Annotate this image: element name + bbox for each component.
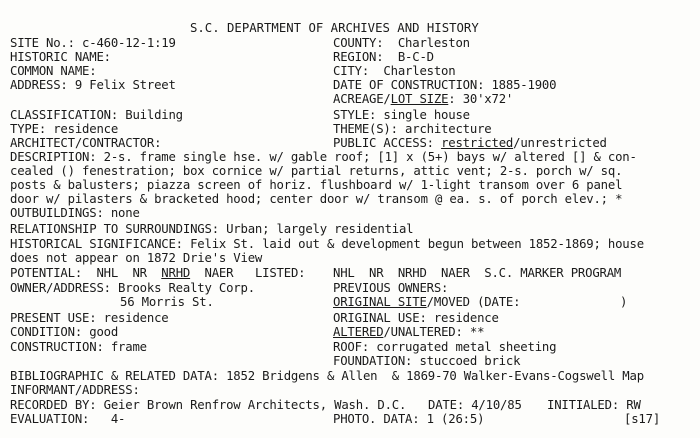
public-access-unrestricted: /unrestricted xyxy=(513,136,607,150)
county: COUNTY: Charleston xyxy=(333,36,470,50)
region: REGION: B-C-D xyxy=(333,50,434,64)
date-of-construction: DATE OF CONSTRUCTION: 1885-1900 xyxy=(333,78,557,92)
themes: THEME(S): architecture xyxy=(333,122,492,136)
potential-nrhd: NRHD xyxy=(161,266,191,280)
address: ADDRESS: 9 Felix Street xyxy=(10,78,176,92)
potential-rest: NAER LISTED: xyxy=(190,266,306,280)
lot-size-value: : 30'x72' xyxy=(448,92,514,106)
potential-label: POTENTIAL: NHL NR xyxy=(10,266,162,280)
informant-address: INFORMANT/ADDRESS: xyxy=(10,383,140,397)
description-line: DESCRIPTION: 2-s. frame single hse. w/ gable roof; [1] x (5+) bays w/ altered [] & con- xyxy=(10,150,637,164)
relationship-to-surroundings: RELATIONSHIP TO SURROUNDINGS: Urban; largely residential xyxy=(10,222,414,236)
original-site xyxy=(333,295,520,309)
present-use: PRESENT USE: residence xyxy=(10,311,169,325)
roof: ROOF: corrugated metal sheeting xyxy=(333,340,557,354)
previous-owners: PREVIOUS OWNERS: xyxy=(333,281,449,295)
header-title: S.C. DEPARTMENT OF ARCHIVES AND HISTORY xyxy=(190,21,479,35)
description-line: posts & balusters; piazza screen of horiz. flushboard w/ 1-light transom over 6 panel xyxy=(10,178,623,192)
listed-options: NHL NR NRHD NAER S.C. MARKER PROGRAM xyxy=(333,266,622,280)
acreage-lot-size xyxy=(333,92,513,106)
potential xyxy=(10,266,305,280)
owner-address: OWNER/ADDRESS: Brooks Realty Corp. xyxy=(10,281,255,295)
altered-label: ALTERED xyxy=(333,325,384,339)
moved-date-close: ) xyxy=(620,295,628,309)
construction: CONSTRUCTION: frame xyxy=(10,340,147,354)
style: STYLE: single house xyxy=(333,108,470,122)
description-line: cealed () fenestration; box cornice w/ partial returns, attic vent; 2-s. porch w/ sq. xyxy=(10,164,623,178)
condition: CONDITION: good xyxy=(10,325,119,339)
evaluation: EVALUATION: 4- xyxy=(10,412,126,426)
historical-significance-line: does not appear on 1872 Drie's View xyxy=(10,251,263,265)
date-recorded: DATE: 4/10/85 xyxy=(428,398,522,412)
historic-name: HISTORIC NAME: xyxy=(10,50,111,64)
description-line: door w/ pilasters & bracketed hood; center door w/ transom @ ea. s. of porch elev.; * xyxy=(10,192,623,206)
owner-street: 56 Morris St. xyxy=(120,295,214,309)
unaltered-label: /UNALTERED: ** xyxy=(383,325,485,339)
city: CITY: Charleston xyxy=(333,64,456,78)
type: TYPE: residence xyxy=(10,122,119,136)
altered-unaltered xyxy=(333,325,484,339)
public-access-restricted: restricted xyxy=(441,136,514,150)
outbuildings: OUTBUILDINGS: none xyxy=(10,206,140,220)
bibliographic-data: BIBLIOGRAPHIC & RELATED DATA: 1852 Bridgens & Allen & 1869-70 Walker-Evans-Cogswell Map xyxy=(10,369,644,383)
public-access xyxy=(333,136,607,150)
classification: CLASSIFICATION: Building xyxy=(10,108,183,122)
original-use: ORIGINAL USE: residence xyxy=(333,311,499,325)
site-number: SITE No.: c-460-12-1:19 xyxy=(10,36,176,50)
initialed: INITIALED: RW xyxy=(547,398,641,412)
original-site-label: ORIGINAL SITE xyxy=(333,295,427,309)
common-name: COMMON NAME: xyxy=(10,64,97,78)
acreage-label: ACREAGE/ xyxy=(333,92,391,106)
sheet-code: [s17] xyxy=(624,412,661,426)
historical-significance-line: HISTORICAL SIGNIFICANCE: Felix St. laid out & development begun between 1852-1869; house xyxy=(10,237,644,251)
recorded-by: RECORDED BY: Geier Brown Renfrow Architects, Wash. D.C. xyxy=(10,398,407,412)
lot-size-label: LOT SIZE xyxy=(390,92,449,106)
public-access-label: PUBLIC ACCESS: xyxy=(333,136,442,150)
photo-data: PHOTO. DATA: 1 (26:5) xyxy=(333,412,485,426)
architect-contractor: ARCHITECT/CONTRACTOR: xyxy=(10,136,162,150)
moved-date-label: /MOVED (DATE: xyxy=(426,295,521,309)
foundation: FOUNDATION: stuccoed brick xyxy=(333,354,521,368)
